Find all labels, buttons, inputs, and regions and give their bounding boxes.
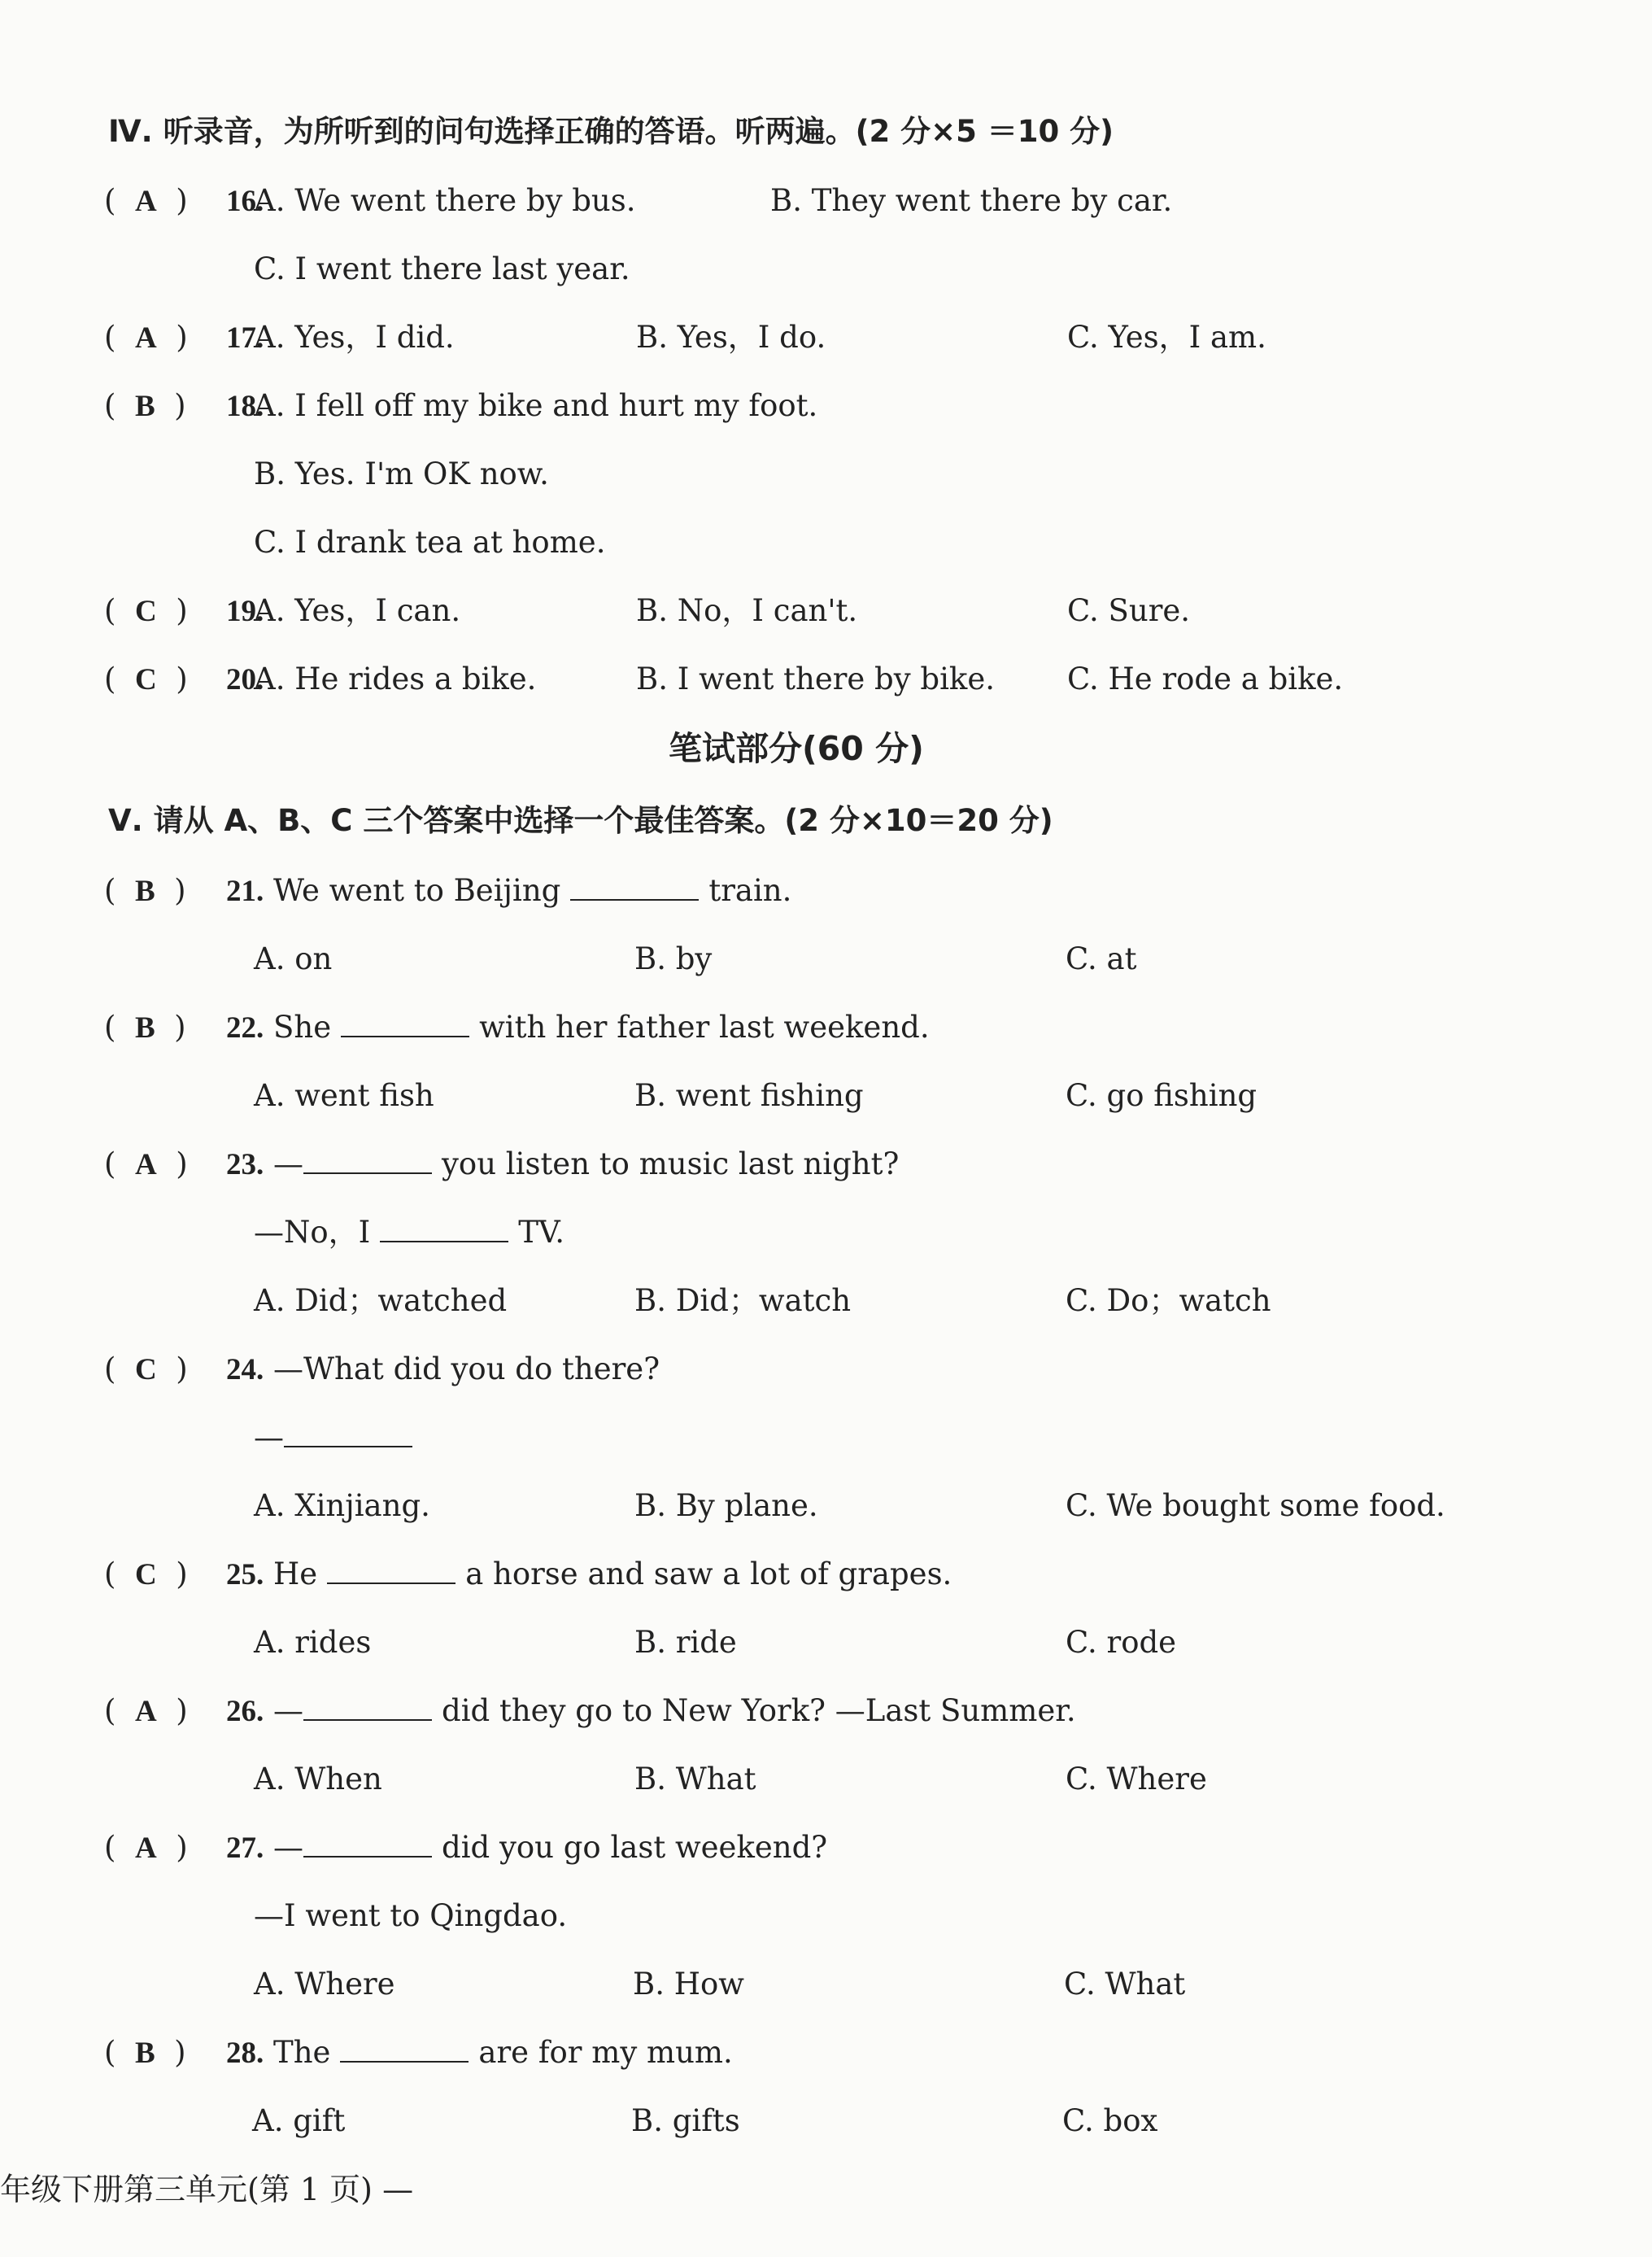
option-18-a: A. I fell off my bike and hurt my foot. <box>254 388 818 423</box>
question-number: 28. <box>226 2037 264 2070</box>
option-22-b: B. went fishing <box>634 1078 864 1113</box>
option-17-c: C. Yes，I am. <box>1067 320 1266 355</box>
answer-17: A <box>134 321 157 355</box>
answer-25: C <box>134 1558 157 1591</box>
answer-blank <box>284 1445 412 1447</box>
question-number: 22. <box>226 1011 264 1045</box>
question-text: with her father last weekend. <box>479 1010 930 1045</box>
answer-blank <box>303 1718 432 1721</box>
option-24-c: C. We bought some food. <box>1066 1488 1445 1523</box>
option-18-c: C. I drank tea at home. <box>254 525 606 560</box>
question-text: a horse and saw a lot of grapes. <box>465 1556 952 1591</box>
question-19: ( C ) 19. <box>104 593 264 628</box>
question-text: —What did you do there? <box>273 1351 660 1386</box>
question-number: 23. <box>226 1148 264 1181</box>
question-18: ( B ) 18. <box>104 388 264 423</box>
option-23-a: A. Did；watched <box>254 1283 508 1318</box>
answer-28: B <box>134 2037 155 2070</box>
option-19-a: A. Yes，I can. <box>254 593 461 628</box>
answer-19: C <box>134 595 157 628</box>
option-22-a: A. went fish <box>254 1078 434 1113</box>
answer-16: A <box>134 185 157 218</box>
answer-18: B <box>134 390 155 423</box>
answer-23: A <box>134 1148 157 1181</box>
option-26-c: C. Where <box>1066 1762 1207 1796</box>
option-26-b: B. What <box>634 1762 756 1796</box>
question-number: 26. <box>226 1695 264 1728</box>
question-number: 20. <box>226 663 264 696</box>
question-text: — <box>273 1693 304 1728</box>
question-text: — <box>254 1420 284 1455</box>
option-19-b: B. No，I can't. <box>636 593 858 628</box>
option-28-b: B. gifts <box>631 2103 740 2138</box>
question-23: ( A ) 23. — you listen to music last night? <box>104 1146 900 1181</box>
question-25: ( C ) 25. He a horse and saw a lot of grapes. <box>104 1556 952 1591</box>
answer-27: A <box>134 1831 157 1865</box>
question-number: 16. <box>226 185 264 218</box>
question-number: 21. <box>226 875 264 908</box>
question-21: ( B ) 21. We went to Beijing train. <box>104 873 792 908</box>
option-16-b: B. They went there by car. <box>770 183 1173 218</box>
answer-24: C <box>134 1353 157 1386</box>
option-24-a: A. Xinjiang. <box>254 1488 430 1523</box>
question-text: you listen to music last night? <box>442 1146 900 1181</box>
answer-20: C <box>134 663 157 696</box>
question-20: ( C ) 20. <box>104 661 264 696</box>
option-23-b: B. Did；watch <box>634 1283 852 1318</box>
section-5-heading: Ⅴ. 请从 A、B、C 三个答案中选择一个最佳答案。(2 分×10＝20 分) <box>108 803 1053 838</box>
answer-blank <box>340 2060 469 2063</box>
question-number: 17. <box>226 321 264 355</box>
question-24: ( C ) 24. —What did you do there? <box>104 1351 660 1386</box>
written-part-title: 笔试部分(60 分) <box>669 729 924 768</box>
question-number: 19. <box>226 595 264 628</box>
question-number: 27. <box>226 1831 264 1865</box>
question-text: The <box>273 2035 331 2070</box>
answer-blank <box>341 1035 469 1037</box>
question-number: 18. <box>226 390 264 423</box>
question-number: 24. <box>226 1353 264 1386</box>
question-27: ( A ) 27. — did you go last weekend? <box>104 1830 828 1865</box>
option-20-a: A. He rides a bike. <box>254 661 537 696</box>
option-21-c: C. at <box>1066 941 1137 976</box>
option-25-b: B. ride <box>634 1625 737 1660</box>
question-27-line-2: —I went to Qingdao. <box>254 1898 568 1933</box>
question-text: did they go to New York? —Last Summer. <box>442 1693 1076 1728</box>
question-text: He <box>273 1556 318 1591</box>
option-22-c: C. go fishing <box>1066 1078 1258 1113</box>
question-text: — <box>273 1146 304 1181</box>
question-22: ( B ) 22. She with her father last weekend. <box>104 1010 930 1045</box>
option-20-c: C. He rode a bike. <box>1067 661 1344 696</box>
section-4-heading: Ⅳ. 听录音，为所听到的问句选择正确的答语。听两遍。(2 分×5 ＝10 分) <box>108 114 1114 149</box>
answer-blank <box>570 898 699 901</box>
option-17-a: A. Yes，I did. <box>254 320 455 355</box>
question-text: did you go last weekend? <box>442 1830 828 1865</box>
answer-blank <box>380 1240 508 1242</box>
question-28: ( B ) 28. The are for my mum. <box>104 2035 733 2070</box>
question-text: — <box>273 1830 304 1865</box>
answer-blank <box>303 1172 432 1174</box>
option-16-a: A. We went there by bus. <box>254 183 636 218</box>
option-24-b: B. By plane. <box>634 1488 818 1523</box>
question-text: —No，I <box>254 1215 371 1250</box>
page-footer: 年级下册第三单元(第 1 页) — <box>0 2172 414 2207</box>
option-27-c: C. What <box>1064 1967 1186 2002</box>
option-25-c: C. rode <box>1066 1625 1177 1660</box>
question-text: We went to Beijing <box>273 873 561 908</box>
question-23-line-2 <box>254 1215 564 1250</box>
option-20-b: B. I went there by bike. <box>636 661 996 696</box>
question-text: She <box>273 1010 332 1045</box>
option-18-b: B. Yes. I'm OK now. <box>254 456 549 491</box>
option-19-c: C. Sure. <box>1067 593 1191 628</box>
option-16-c: C. I went there last year. <box>254 251 630 286</box>
answer-blank <box>327 1582 455 1584</box>
question-17: ( A ) 17. <box>104 320 264 355</box>
option-26-a: A. When <box>254 1762 382 1796</box>
option-17-b: B. Yes，I do. <box>636 320 826 355</box>
question-number: 25. <box>226 1558 264 1591</box>
option-21-a: A. on <box>254 941 333 976</box>
question-text: TV. <box>518 1215 564 1250</box>
answer-22: B <box>134 1011 155 1045</box>
option-27-b: B. How <box>633 1967 744 2002</box>
question-26: ( A ) 26. — did they go to New York? —Last Summer. <box>104 1693 1076 1728</box>
answer-blank <box>303 1855 432 1858</box>
answer-21: B <box>134 875 155 908</box>
option-27-a: A. Where <box>254 1967 395 2002</box>
question-text: train. <box>708 873 792 908</box>
question-text: are for my mum. <box>478 2035 733 2070</box>
option-21-b: B. by <box>634 941 713 976</box>
question-16: ( A ) 16. <box>104 183 264 218</box>
answer-26: A <box>134 1695 157 1728</box>
question-24-line-2 <box>254 1420 422 1455</box>
option-28-a: A. gift <box>252 2103 346 2138</box>
option-25-a: A. rides <box>254 1625 372 1660</box>
option-23-c: C. Do；watch <box>1066 1283 1271 1318</box>
option-28-c: C. box <box>1062 2103 1158 2138</box>
